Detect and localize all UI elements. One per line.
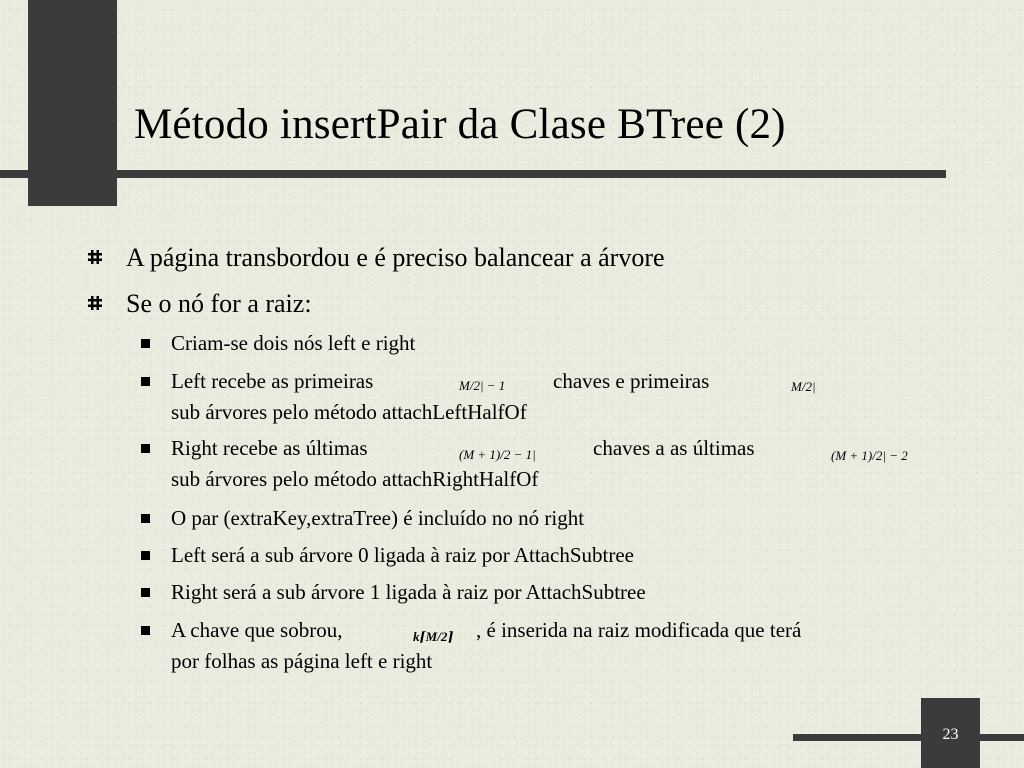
formula-m-plus-one-half-minus-one: (M + 1)/2 − 1| xyxy=(459,447,536,462)
sub-text: Criam-se dois nós left e right xyxy=(171,331,416,355)
sub-text-continued: por folhas as página left e right xyxy=(171,649,433,673)
hash-bullet-icon xyxy=(88,250,102,264)
sub-item-2 xyxy=(171,366,871,428)
decor-bottom-rule xyxy=(793,734,1024,741)
sub-text: chaves a as últimas xyxy=(593,436,755,460)
formula-m-plus-one-half-minus-two: (M + 1)/2| − 2 xyxy=(831,448,908,463)
bullet-item-2 xyxy=(126,289,312,319)
sub-text: Left recebe as primeiras xyxy=(171,369,374,393)
square-bullet-icon xyxy=(141,588,150,597)
sub-item-1 xyxy=(171,328,415,359)
sub-text: O par (extraKey,extraTree) é incluído no nó right xyxy=(171,506,585,530)
sub-item-5 xyxy=(171,540,634,571)
square-bullet-icon xyxy=(141,377,150,386)
square-bullet-icon xyxy=(141,444,150,453)
sub-text: Right recebe as últimas xyxy=(171,436,368,460)
hash-bullet-icon xyxy=(88,296,102,310)
square-bullet-icon xyxy=(141,339,150,348)
sub-text: Right será a sub árvore 1 ligada à raiz por AttachSubtree xyxy=(171,580,646,604)
sub-text: A chave que sobrou, xyxy=(171,618,343,642)
sub-text: chaves e primeiras xyxy=(553,369,710,393)
square-bullet-icon xyxy=(141,626,150,635)
formula-m-half: M/2| xyxy=(791,379,816,394)
square-bullet-icon xyxy=(141,551,150,560)
page-number: 23 xyxy=(942,726,959,743)
sub-text-continued: sub árvores pelo método attachLeftHalfOf xyxy=(171,400,527,424)
sub-text: Left será a sub árvore 0 ligada à raiz por AttachSubtree xyxy=(171,543,634,567)
formula-k-ceil-m-half: k⌈M/2⌉ xyxy=(413,629,454,644)
square-bullet-icon xyxy=(141,514,150,523)
bullet-item-1 xyxy=(126,243,665,273)
sub-text: , é inserida na raiz modificada que terá xyxy=(476,618,802,642)
sub-item-6 xyxy=(171,577,646,608)
sub-item-4 xyxy=(171,503,584,534)
sub-text-continued: sub árvores pelo método attachRightHalfOf xyxy=(171,467,539,491)
decor-title-rule xyxy=(0,170,946,178)
sub-item-7 xyxy=(171,615,931,677)
formula-m-half-minus-one: M/2| − 1 xyxy=(459,378,506,393)
bullet-text: Se o nó for a raiz: xyxy=(126,289,312,318)
slide-title: Método insertPair da Clase BTree (2) xyxy=(134,101,786,148)
sub-item-3 xyxy=(171,433,951,495)
bullet-text: A página transbordou e é preciso balancear a árvore xyxy=(126,243,665,272)
